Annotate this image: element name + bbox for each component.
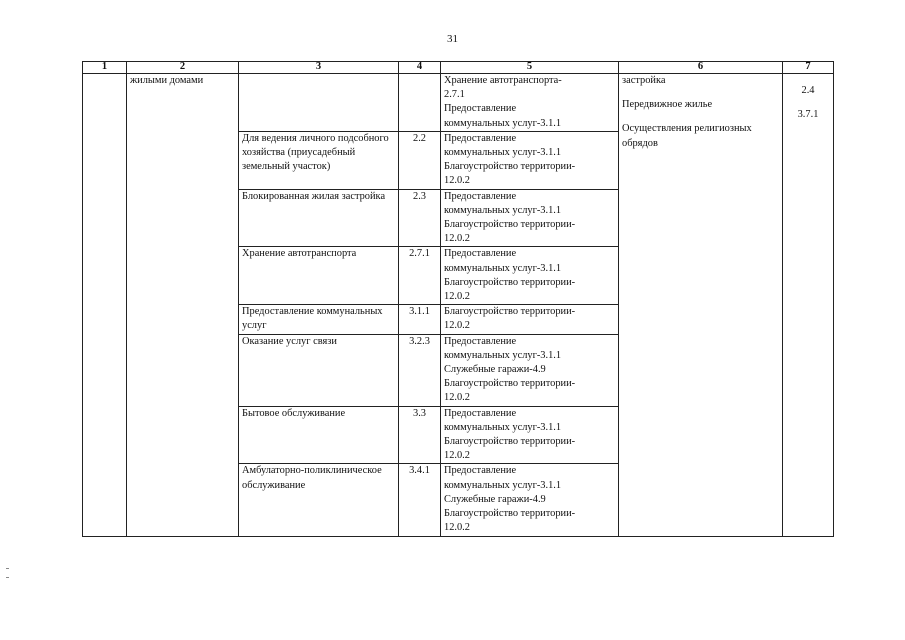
aux-line: Благоустройство территории- (444, 161, 576, 173)
main-use-name: Хранение автотранспорта (239, 247, 399, 305)
main-use-name: Для ведения личного подсобного хозяйства (приусадебный земельный участок) (239, 131, 399, 189)
aux-line: коммунальных услуг-3.1.1 (444, 349, 562, 361)
aux-line: Хранение автотранспорта- (444, 75, 562, 86)
table-row (83, 74, 834, 132)
col1-cell (83, 74, 127, 537)
aux-line: Служебные гаражи-4.9 (444, 493, 546, 505)
aux-line: коммунальных услуг-3.1.1 (444, 479, 562, 491)
conditional-use-code: 3.7.1 (797, 109, 819, 121)
aux-line: 12.0.2 (444, 450, 470, 462)
aux-line: 12.0.2 (444, 175, 470, 187)
header-col-5: 5 (441, 62, 619, 74)
aux-line: коммунальных услуг-3.1.1 (444, 147, 562, 159)
col2-cell (127, 74, 239, 537)
aux-use-cell (441, 189, 619, 247)
aux-line: 12.0.2 (444, 233, 470, 245)
aux-line: 12.0.2 (444, 522, 470, 534)
aux-line: Благоустройство территории- (444, 436, 576, 448)
conditional-use-name: Передвижное жилье (622, 99, 713, 111)
aux-line: Благоустройство территории- (444, 306, 576, 318)
main-use-name (239, 74, 399, 132)
aux-line: Предоставление (444, 335, 517, 347)
conditional-use-name: Осуществления религиозных обрядов (622, 123, 752, 149)
main-use-code: 3.3 (399, 406, 441, 464)
aux-line: коммунальных услуг-3.1.1 (444, 421, 562, 433)
aux-line: 12.0.2 (444, 291, 470, 303)
main-use-name: Амбулаторно-поликлиническое обслуживание (239, 464, 399, 536)
main-use-code: 3.2.3 (399, 334, 441, 406)
aux-line: коммунальных услуг-3.1.1 (444, 117, 562, 129)
aux-line: Предоставление (444, 465, 517, 477)
main-use-name: Предоставление коммунальных услуг (239, 305, 399, 334)
conditional-use-name: застройка (622, 75, 666, 86)
main-use-code: 2.3 (399, 189, 441, 247)
aux-line: Предоставление (444, 132, 517, 144)
main-use-name: Блокированная жилая застройка (239, 189, 399, 247)
aux-use-cell (441, 334, 619, 406)
aux-line: коммунальных услуг-3.1.1 (444, 262, 562, 274)
aux-line: Служебные гаражи-4.9 (444, 364, 546, 376)
header-col-7: 7 (783, 62, 834, 74)
aux-line: Предоставление (444, 407, 517, 419)
aux-use-cell (441, 305, 619, 334)
aux-use-cell (441, 131, 619, 189)
conditional-use-names (619, 74, 783, 537)
scan-margin-marks (6, 568, 9, 588)
aux-line: Предоставление (444, 190, 517, 202)
aux-line: Предоставление (444, 103, 517, 115)
main-use-code: 3.4.1 (399, 464, 441, 536)
main-use-code: 2.7.1 (399, 247, 441, 305)
main-use-code (399, 74, 441, 132)
aux-use-cell (441, 406, 619, 464)
header-row (83, 62, 834, 74)
main-use-name: Бытовое обслуживание (239, 406, 399, 464)
aux-line: Благоустройство территории- (444, 508, 576, 520)
col2-text: жилыми домами (130, 75, 204, 86)
aux-line: коммунальных услуг-3.1.1 (444, 204, 562, 216)
conditional-use-code: 2.4 (801, 85, 815, 96)
aux-line: Благоустройство территории- (444, 276, 576, 288)
header-col-1: 1 (83, 62, 127, 74)
aux-line: Благоустройство территории- (444, 219, 576, 231)
aux-line: Благоустройство территории- (444, 378, 576, 390)
aux-line: 12.0.2 (444, 392, 470, 404)
page-number: 31 (447, 33, 458, 45)
conditional-use-codes (783, 74, 834, 537)
aux-line: 12.0.2 (444, 320, 470, 332)
aux-use-cell (441, 247, 619, 305)
header-col-6: 6 (619, 62, 783, 74)
main-use-name: Оказание услуг связи (239, 334, 399, 406)
main-use-code: 2.2 (399, 131, 441, 189)
aux-line: Предоставление (444, 248, 517, 260)
aux-use-cell (441, 464, 619, 536)
aux-line: 2.7.1 (444, 89, 465, 101)
aux-use-cell (441, 74, 619, 132)
header-col-3: 3 (239, 62, 399, 74)
main-use-code: 3.1.1 (399, 305, 441, 334)
header-col-2: 2 (127, 62, 239, 74)
header-col-4: 4 (399, 62, 441, 74)
land-use-table (82, 61, 834, 537)
